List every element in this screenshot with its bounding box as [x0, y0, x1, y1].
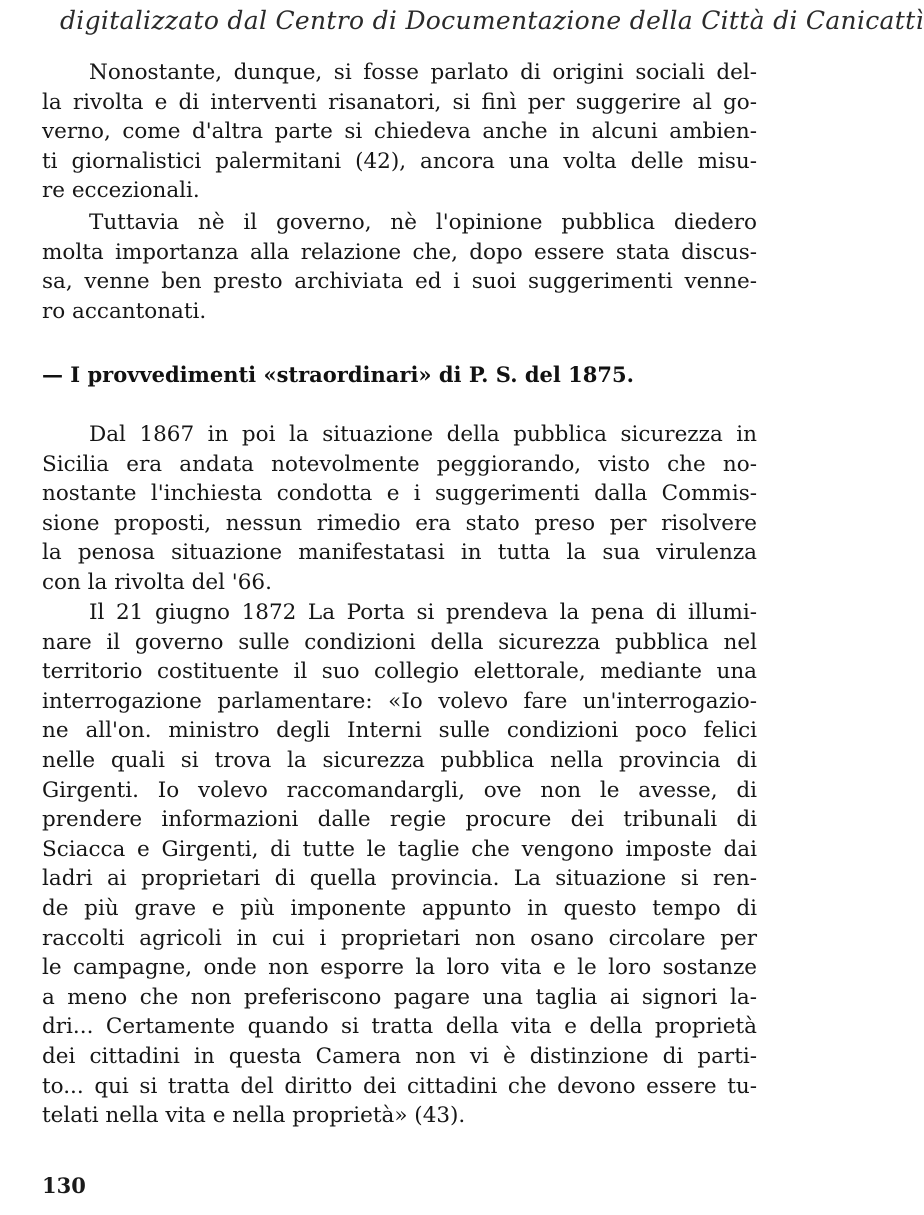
text-line: Il 21 giugno 1872 La Porta si prendeva la pena di illumi- [89, 600, 757, 625]
text-line: ladri ai proprietari di quella provincia. La situazione si ren- [42, 866, 757, 892]
text-line: Tuttavia nè il governo, nè l'opinione pubblica diedero [89, 210, 757, 235]
text-line: dei cittadini in questa Camera non vi è distinzione di parti- [42, 1043, 757, 1069]
text-line: Dal 1867 in poi la situazione della pubblica sicurezza in [89, 422, 757, 447]
text-line: la rivolta e di interventi risanatori, si finì per suggerire al go- [42, 89, 757, 115]
text-line: nelle quali si trova la sicurezza pubblica nella provincia di [42, 747, 757, 773]
text-line: a meno che non preferiscono pagare una taglia ai signori la- [42, 984, 757, 1010]
text-line: interrogazione parlamentare: «Io volevo fare un'interrogazio- [42, 688, 757, 714]
paragraph-4 [42, 598, 757, 1131]
text-line: raccolti agricoli in cui i proprietari non osano circolare per [42, 925, 757, 951]
text-line: re eccezionali. [42, 178, 200, 204]
text-line: con la rivolta del '66. [42, 569, 272, 595]
paragraph-3 [42, 420, 757, 598]
text-line: Nonostante, dunque, si fosse parlato di origini sociali del- [89, 60, 757, 85]
text-line: territorio costituente il suo collegio elettorale, mediante una [42, 659, 757, 685]
text-line: ne all'on. ministro degli Interni sulle condizioni poco felici [42, 718, 757, 744]
paragraph-1 [42, 58, 757, 206]
text-line: la penosa situazione manifestatasi in tutta la sua virulenza [42, 540, 757, 566]
page-number: 130 [42, 1173, 86, 1198]
text-line: le campagne, onde non esporre la loro vita e le loro sostanze [42, 955, 757, 981]
paragraph-2 [42, 208, 757, 326]
text-line: to... qui si tratta del diritto dei cittadini che devono essere tu- [42, 1073, 757, 1099]
text-line: verno, come d'altra parte si chiedeva anche in alcuni ambien- [42, 119, 757, 145]
text-line: telati nella vita e nella proprietà» (43). [42, 1103, 466, 1129]
text-line: Girgenti. Io volevo raccomandargli, ove non le avesse, di [42, 777, 757, 803]
text-line: prendere informazioni dalle regie procure dei tribunali di [42, 807, 757, 833]
text-line: dri... Certamente quando si tratta della vita e della proprietà [42, 1014, 757, 1040]
text-line: molta importanza alla relazione che, dopo essere stata discus- [42, 239, 757, 265]
section-heading: — I provvedimenti «straordinari» di P. S. del 1875. [42, 362, 634, 387]
digitization-watermark: digitalizzato dal Centro di Documentazione della Città di Canicattì [60, 6, 924, 35]
text-line: Sciacca e Girgenti, di tutte le taglie che vengono imposte dai [42, 836, 757, 862]
text-line: Sicilia era andata notevolmente peggiorando, visto che no- [42, 451, 757, 477]
text-line: ro accantonati. [42, 298, 207, 324]
text-line: ti giornalistici palermitani (42), ancora una volta delle misu- [42, 148, 757, 174]
text-line: nare il governo sulle condizioni della sicurezza pubblica nel [42, 629, 757, 655]
text-line: de più grave e più imponente appunto in questo tempo di [42, 895, 757, 921]
text-line: sione proposti, nessun rimedio era stato preso per risolvere [42, 510, 757, 536]
text-line: sa, venne ben presto archiviata ed i suoi suggerimenti venne- [42, 269, 757, 295]
text-line: nostante l'inchiesta condotta e i suggerimenti dalla Commis- [42, 481, 757, 507]
